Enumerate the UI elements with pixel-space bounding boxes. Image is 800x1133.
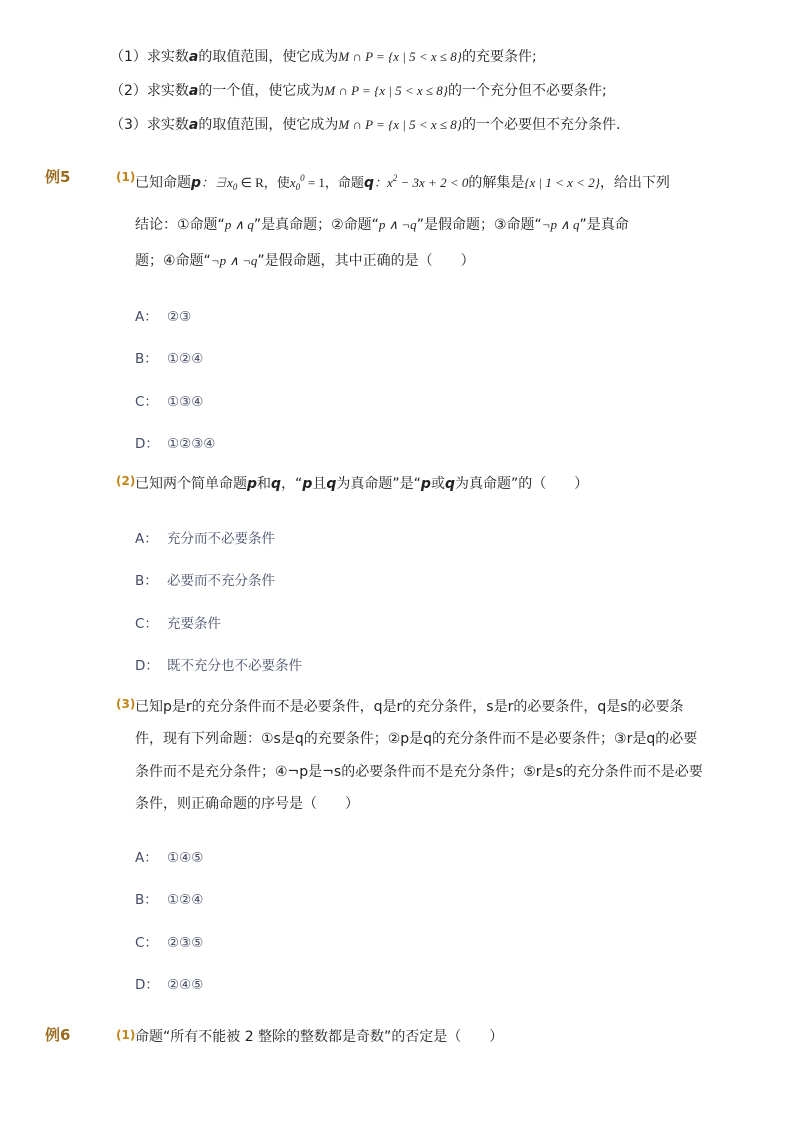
option-b[interactable] [135,888,203,908]
intro-text: 的一个必要但不充分条件. [462,117,621,133]
question-line [135,214,629,234]
option-a[interactable] [135,846,203,866]
math: ：∃x [201,175,233,190]
option-label: A： [135,309,158,325]
math: x [289,175,296,190]
question-line: 条件而不是充分条件；④¬p是¬s的必要条件而不是充分条件；⑤r是s的充分条件而不是必要 [135,764,703,780]
option-label: C： [135,394,158,410]
math: p ∧ q [224,217,254,232]
variable-q: q [363,175,374,191]
variable-a: a [188,49,199,65]
q-text: 已知命题 [135,175,191,191]
option-a[interactable] [135,305,191,325]
intro-line-1 [110,46,537,66]
q-text: ”是假命题；③命题“ [416,217,542,233]
math: {x | 1 < x < 2} [524,175,600,190]
option-label: A： [135,850,158,866]
intro-text: （1）求实数 [110,49,189,65]
q-text: 结论：①命题“ [135,217,225,233]
q-text: 的解集是 [468,175,525,191]
intro-text: 的充要条件; [462,49,537,65]
example-5-tag: 例5 [45,168,71,186]
option-label: D： [135,658,159,674]
math: p ∧ ¬q [378,217,417,232]
option-text: 充分而不必要条件 [167,531,275,547]
question-line [135,250,475,270]
q-text: 且 [312,476,327,492]
option-c[interactable] [135,612,221,632]
intro-text: 的取值范围，使它成为 [198,117,339,133]
question-line [135,172,670,192]
intro-text: 的取值范围，使它成为 [198,49,339,65]
question-number: (3) [116,697,136,711]
option-text: ①④⑤ [167,850,204,866]
q-text: ”是真命 [579,217,629,233]
intro-line-3 [110,114,620,134]
question-line: 命题“所有不能被 2 整除的整数都是奇数”的否定是（ ） [135,1029,504,1045]
intro-text: 的一个值，使它成为 [198,83,325,99]
math: 0 [232,182,238,192]
question-number: (1) [116,170,136,184]
intro-text: 的一个充分但不必要条件; [448,83,607,99]
option-d[interactable] [135,973,203,993]
math-set: M ∩ P = {x | 5 < x ≤ 8} [338,49,462,64]
option-label: D： [135,977,159,993]
variable-p: p [420,476,431,492]
option-b[interactable] [135,347,203,367]
example-6-tag: 例6 [45,1026,71,1044]
math: ：x [373,175,393,190]
q-text: ”是假命题，其中正确的是（ ） [257,253,475,269]
q-text: 题；④命题“ [135,253,211,269]
intro-text: （2）求实数 [110,83,189,99]
option-text: ①②④ [167,351,204,367]
math: − 3x + 2 < 0 [397,175,469,190]
question-line: 件，现有下列命题：①s是q的充要条件；②p是q的充分条件而不是必要条件；③r是q的必要 [135,731,698,747]
option-label: C： [135,935,158,951]
option-text: 既不充分也不必要条件 [167,658,302,674]
option-d[interactable] [135,432,215,452]
option-c[interactable] [135,390,203,410]
option-text: ①②④ [167,892,204,908]
math: ¬p ∧ q [541,217,580,232]
option-label: C： [135,616,158,632]
option-text: ②③⑤ [167,935,204,951]
math-set: M ∩ P = {x | 5 < x ≤ 8} [324,83,448,98]
q-text: ，给出下列 [599,175,670,191]
option-text: ②④⑤ [167,977,204,993]
math: = 1，命题 [304,175,364,190]
q-text: 或 [430,476,445,492]
option-label: B： [135,892,158,908]
option-label: D： [135,436,159,452]
option-text: ①②③④ [167,436,216,452]
intro-line-2 [110,80,607,100]
option-d[interactable] [135,654,302,674]
option-text: ①③④ [167,394,204,410]
variable-p: p [302,476,313,492]
math: 0 [295,182,301,192]
variable-a: a [188,117,199,133]
question-line [135,473,588,493]
question-line: 已知p是r的充分条件而不是必要条件，q是r的充分条件，s是r的必要条件，q是s的必要条 [135,699,684,715]
q-text: 为真命题”的（ ） [454,476,589,492]
option-b[interactable] [135,569,275,589]
math: ¬p ∧ ¬q [210,253,258,268]
intro-text: （3）求实数 [110,117,189,133]
variable-p: p [191,175,202,191]
q-text: 已知两个简单命题 [135,476,247,492]
option-text: 充要条件 [167,616,221,632]
variable-q: q [444,476,455,492]
math: ∈ R，使 [237,175,290,190]
option-text: 必要而不充分条件 [167,573,275,589]
option-text: ②③ [167,309,192,325]
variable-p: p [247,476,258,492]
q-text: 和 [257,476,272,492]
option-c[interactable] [135,931,203,951]
variable-q: q [326,476,337,492]
variable-q: q [271,476,282,492]
math-set: M ∩ P = {x | 5 < x ≤ 8} [338,117,462,132]
option-label: B： [135,351,158,367]
option-a[interactable] [135,527,275,547]
q-text: ，“ [281,476,303,492]
q-text: ”是真命题；②命题“ [253,217,379,233]
variable-a: a [188,83,199,99]
question-number: (1) [116,1028,136,1042]
question-number: (2) [116,474,136,488]
q-text: 为真命题”是“ [336,476,421,492]
option-label: B： [135,573,158,589]
math: 2 [392,173,398,183]
option-label: A： [135,531,158,547]
math: 0 [300,173,305,183]
question-line: 条件，则正确命题的序号是（ ） [135,796,359,812]
